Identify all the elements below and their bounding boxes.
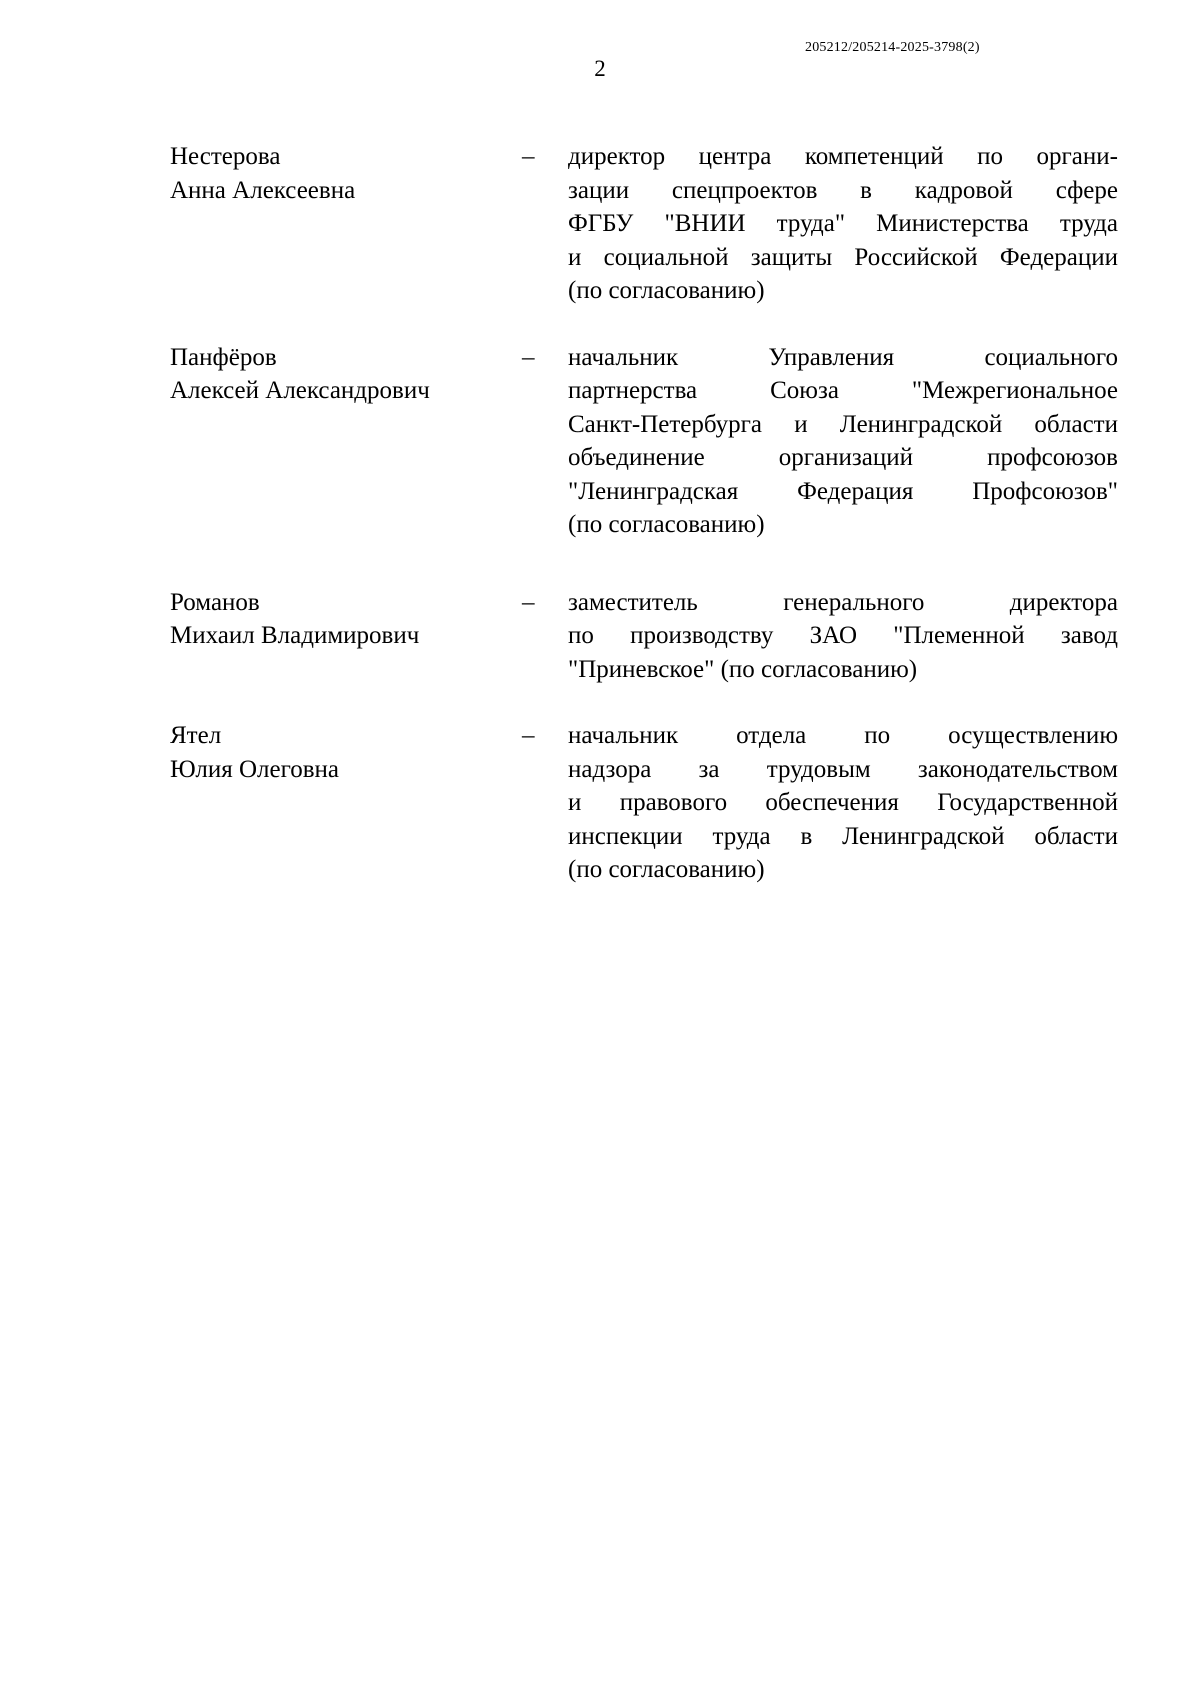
document-id: 205212/205214-2025-3798(2) bbox=[805, 40, 980, 55]
member-list bbox=[170, 140, 1130, 887]
role-line: и социальной защиты Российской Федерации bbox=[568, 243, 1118, 271]
role-line: "Ленинградская Федерация Профсоюзов" bbox=[568, 477, 1118, 505]
separator-dash: – bbox=[522, 588, 535, 616]
page-number: 2 bbox=[594, 56, 606, 81]
member-surname: Панфёров bbox=[170, 343, 277, 371]
role-line: заместитель генерального директора bbox=[568, 588, 1118, 616]
role-line: (по согласованию) bbox=[568, 511, 765, 538]
role-line: и правового обеспечения Государственной bbox=[568, 789, 1118, 816]
member-surname: Романов bbox=[170, 588, 260, 616]
role-line: (по согласованию) bbox=[568, 856, 765, 883]
role-line: начальник отдела по осуществлению bbox=[568, 722, 1118, 749]
role-line: (по согласованию) bbox=[568, 277, 765, 304]
role-line: по производству ЗАО "Племенной завод bbox=[568, 622, 1118, 649]
member-entry bbox=[170, 586, 1130, 687]
member-surname: Нестерова bbox=[170, 143, 281, 170]
role-line: зации спецпроектов в кадровой сфере bbox=[568, 176, 1118, 204]
member-role bbox=[568, 341, 1118, 542]
member-role bbox=[568, 586, 1118, 687]
member-name bbox=[170, 586, 522, 653]
role-line: инспекции труда в Ленинградской области bbox=[568, 822, 1118, 850]
member-name bbox=[170, 719, 522, 786]
role-line: объединение организаций профсоюзов bbox=[568, 444, 1118, 471]
member-given-names: Михаил Владимирович bbox=[170, 622, 420, 649]
separator-dash: – bbox=[522, 143, 535, 170]
member-given-names: Юлия Олеговна bbox=[170, 755, 340, 783]
role-line: Санкт-Петербурга и Ленинградской области bbox=[568, 410, 1118, 438]
role-line: директор центра компетенций по органи- bbox=[568, 143, 1118, 170]
separator-dash: – bbox=[522, 722, 535, 749]
member-surname: Ятел bbox=[170, 722, 222, 749]
member-given-names: Анна Алексеевна bbox=[170, 176, 356, 204]
member-name bbox=[170, 341, 522, 408]
member-entry bbox=[170, 140, 1130, 308]
separator-dash: – bbox=[522, 343, 535, 371]
role-line: партнерства Союза "Межрегиональное bbox=[568, 377, 1118, 404]
member-role bbox=[568, 140, 1118, 308]
role-line: начальник Управления социального bbox=[568, 343, 1118, 371]
role-line: надзора за трудовым законодательством bbox=[568, 755, 1118, 783]
member-entry bbox=[170, 341, 1130, 542]
member-given-names: Алексей Александрович bbox=[170, 377, 430, 404]
member-role bbox=[568, 719, 1118, 887]
role-line: ФГБУ "ВНИИ труда" Министерства труда bbox=[568, 210, 1118, 237]
role-line: "Приневское" (по согласованию) bbox=[568, 655, 918, 683]
member-entry bbox=[170, 719, 1130, 887]
member-name bbox=[170, 140, 522, 207]
